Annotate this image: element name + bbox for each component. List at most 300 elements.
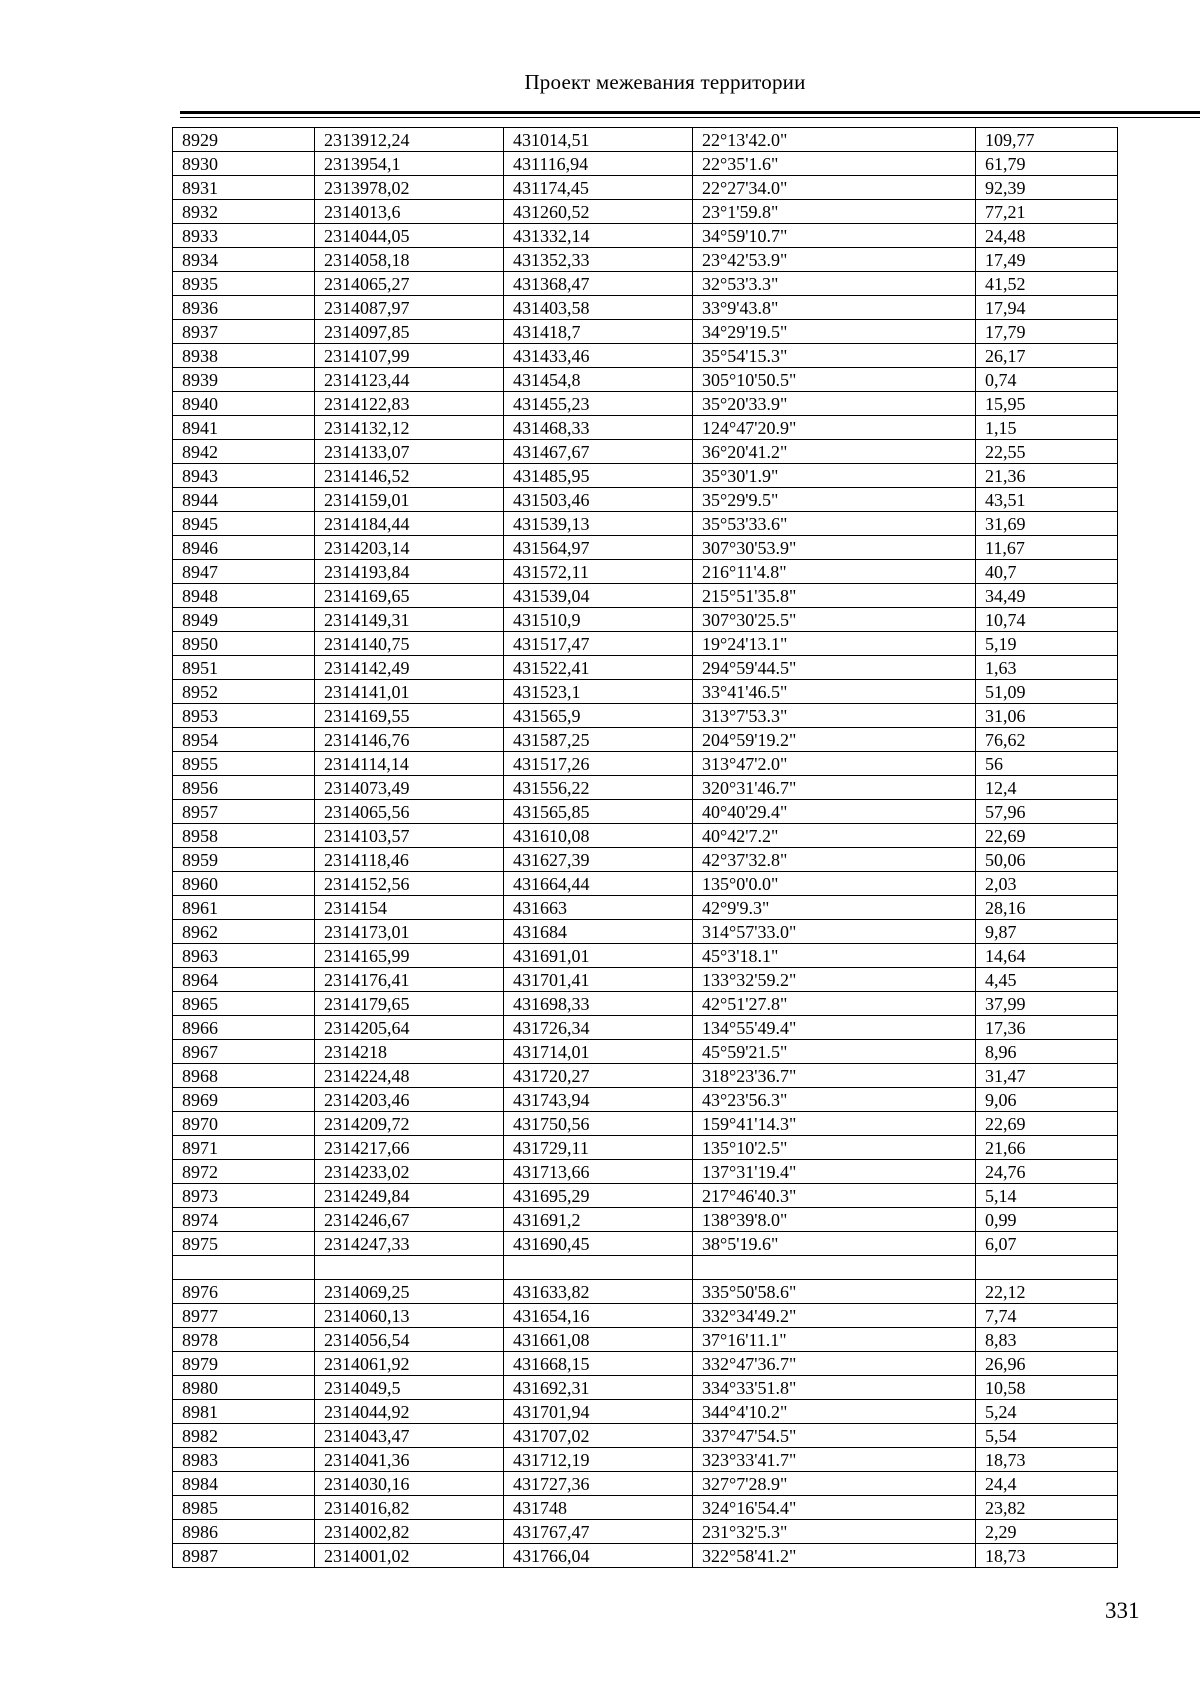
bearing-cell: 22°13'42.0"	[693, 128, 976, 152]
distance-cell: 34,49	[976, 584, 1118, 608]
point-number-cell: 8960	[173, 872, 315, 896]
distance-cell: 14,64	[976, 944, 1118, 968]
distance-cell: 61,79	[976, 152, 1118, 176]
point-number-cell: 8930	[173, 152, 315, 176]
y-coordinate-cell: 431691,2	[504, 1208, 693, 1232]
table-row	[173, 824, 1118, 848]
bearing-cell: 344°4'10.2"	[693, 1400, 976, 1424]
y-coordinate-cell: 431174,45	[504, 176, 693, 200]
x-coordinate-cell: 2314152,56	[315, 872, 504, 896]
table-row	[173, 248, 1118, 272]
bearing-cell: 40°40'29.4"	[693, 800, 976, 824]
x-coordinate-cell: 2314176,41	[315, 968, 504, 992]
y-coordinate-cell: 431368,47	[504, 272, 693, 296]
y-coordinate-cell: 431766,04	[504, 1544, 693, 1568]
distance-cell: 18,73	[976, 1544, 1118, 1568]
table-row	[173, 1184, 1118, 1208]
bearing-cell: 305°10'50.5"	[693, 368, 976, 392]
y-coordinate-cell: 431510,9	[504, 608, 693, 632]
y-coordinate-cell: 431743,94	[504, 1088, 693, 1112]
distance-cell: 22,69	[976, 1112, 1118, 1136]
distance-cell: 0,99	[976, 1208, 1118, 1232]
point-number-cell: 8944	[173, 488, 315, 512]
point-number-cell: 8950	[173, 632, 315, 656]
bearing-cell: 42°9'9.3"	[693, 896, 976, 920]
y-coordinate-cell: 431352,33	[504, 248, 693, 272]
table-row	[173, 536, 1118, 560]
distance-cell: 26,96	[976, 1352, 1118, 1376]
x-coordinate-cell: 2314149,31	[315, 608, 504, 632]
bearing-cell: 42°51'27.8"	[693, 992, 976, 1016]
point-number-cell: 8976	[173, 1280, 315, 1304]
y-coordinate-cell: 431565,85	[504, 800, 693, 824]
x-coordinate-cell: 2314159,01	[315, 488, 504, 512]
distance-cell: 5,24	[976, 1400, 1118, 1424]
point-number-cell: 8975	[173, 1232, 315, 1256]
y-coordinate-cell: 431014,51	[504, 128, 693, 152]
distance-cell: 17,79	[976, 320, 1118, 344]
y-coordinate-cell: 431726,34	[504, 1016, 693, 1040]
x-coordinate-cell: 2314184,44	[315, 512, 504, 536]
bearing-cell: 204°59'19.2"	[693, 728, 976, 752]
point-number-cell: 8987	[173, 1544, 315, 1568]
bearing-cell: 33°41'46.5"	[693, 680, 976, 704]
table-row	[173, 656, 1118, 680]
distance-cell: 12,4	[976, 776, 1118, 800]
x-coordinate-cell: 2314041,36	[315, 1448, 504, 1472]
x-coordinate-cell: 2314073,49	[315, 776, 504, 800]
x-coordinate-cell: 2314056,54	[315, 1328, 504, 1352]
y-coordinate-cell: 431556,22	[504, 776, 693, 800]
point-number-cell: 8977	[173, 1304, 315, 1328]
x-coordinate-cell: 2313954,1	[315, 152, 504, 176]
bearing-cell: 231°32'5.3"	[693, 1520, 976, 1544]
point-number-cell: 8954	[173, 728, 315, 752]
bearing-cell: 35°54'15.3"	[693, 344, 976, 368]
distance-cell: 76,62	[976, 728, 1118, 752]
bearing-cell: 19°24'13.1"	[693, 632, 976, 656]
bearing-cell: 36°20'41.2"	[693, 440, 976, 464]
table-row	[173, 1136, 1118, 1160]
table-row	[173, 1376, 1118, 1400]
bearing-cell: 37°16'11.1"	[693, 1328, 976, 1352]
x-coordinate-cell: 2314103,57	[315, 824, 504, 848]
y-coordinate-cell: 431523,1	[504, 680, 693, 704]
bearing-cell: 34°29'19.5"	[693, 320, 976, 344]
y-coordinate-cell: 431695,29	[504, 1184, 693, 1208]
table-row	[173, 1112, 1118, 1136]
point-number-cell: 8961	[173, 896, 315, 920]
distance-cell: 17,49	[976, 248, 1118, 272]
y-coordinate-cell: 431707,02	[504, 1424, 693, 1448]
point-number-cell	[173, 1256, 315, 1280]
x-coordinate-cell: 2314179,65	[315, 992, 504, 1016]
x-coordinate-cell: 2314246,67	[315, 1208, 504, 1232]
y-coordinate-cell	[504, 1256, 693, 1280]
x-coordinate-cell: 2314173,01	[315, 920, 504, 944]
point-number-cell: 8983	[173, 1448, 315, 1472]
x-coordinate-cell: 2314233,02	[315, 1160, 504, 1184]
table-row	[173, 752, 1118, 776]
distance-cell: 11,67	[976, 536, 1118, 560]
header-rule-thin	[180, 117, 1200, 118]
x-coordinate-cell: 2314065,56	[315, 800, 504, 824]
point-number-cell: 8952	[173, 680, 315, 704]
x-coordinate-cell: 2314209,72	[315, 1112, 504, 1136]
bearing-cell: 134°55'49.4"	[693, 1016, 976, 1040]
y-coordinate-cell: 431564,97	[504, 536, 693, 560]
bearing-cell: 135°0'0.0"	[693, 872, 976, 896]
x-coordinate-cell: 2314169,55	[315, 704, 504, 728]
table-row	[173, 704, 1118, 728]
point-number-cell: 8940	[173, 392, 315, 416]
distance-cell: 24,4	[976, 1472, 1118, 1496]
bearing-cell: 324°16'54.4"	[693, 1496, 976, 1520]
distance-cell: 8,96	[976, 1040, 1118, 1064]
table-row	[173, 128, 1118, 152]
point-number-cell: 8934	[173, 248, 315, 272]
distance-cell: 21,36	[976, 464, 1118, 488]
x-coordinate-cell: 2314193,84	[315, 560, 504, 584]
bearing-cell: 23°42'53.9"	[693, 248, 976, 272]
distance-cell: 15,95	[976, 392, 1118, 416]
distance-cell: 26,17	[976, 344, 1118, 368]
x-coordinate-cell: 2314169,65	[315, 584, 504, 608]
x-coordinate-cell: 2314002,82	[315, 1520, 504, 1544]
bearing-cell: 217°46'40.3"	[693, 1184, 976, 1208]
y-coordinate-cell: 431701,94	[504, 1400, 693, 1424]
table-row	[173, 320, 1118, 344]
bearing-cell	[693, 1256, 976, 1280]
bearing-cell: 35°29'9.5"	[693, 488, 976, 512]
table-row	[173, 608, 1118, 632]
bearing-cell: 34°59'10.7"	[693, 224, 976, 248]
table-row	[173, 296, 1118, 320]
x-coordinate-cell: 2314001,02	[315, 1544, 504, 1568]
distance-cell: 50,06	[976, 848, 1118, 872]
distance-cell	[976, 1256, 1118, 1280]
distance-cell: 28,16	[976, 896, 1118, 920]
x-coordinate-cell: 2314146,76	[315, 728, 504, 752]
distance-cell: 5,54	[976, 1424, 1118, 1448]
table-row	[173, 344, 1118, 368]
x-coordinate-cell: 2314203,46	[315, 1088, 504, 1112]
point-number-cell: 8985	[173, 1496, 315, 1520]
point-number-cell: 8931	[173, 176, 315, 200]
point-number-cell: 8936	[173, 296, 315, 320]
point-number-cell: 8953	[173, 704, 315, 728]
bearing-cell: 43°23'56.3"	[693, 1088, 976, 1112]
x-coordinate-cell: 2314203,14	[315, 536, 504, 560]
bearing-cell: 32°53'3.3"	[693, 272, 976, 296]
bearing-cell: 334°33'51.8"	[693, 1376, 976, 1400]
y-coordinate-cell: 431116,94	[504, 152, 693, 176]
x-coordinate-cell: 2314118,46	[315, 848, 504, 872]
y-coordinate-cell: 431714,01	[504, 1040, 693, 1064]
table-row	[173, 272, 1118, 296]
table-row	[173, 920, 1118, 944]
y-coordinate-cell: 431403,58	[504, 296, 693, 320]
bearing-cell: 159°41'14.3"	[693, 1112, 976, 1136]
point-number-cell: 8969	[173, 1088, 315, 1112]
distance-cell: 31,06	[976, 704, 1118, 728]
bearing-cell: 332°47'36.7"	[693, 1352, 976, 1376]
y-coordinate-cell: 431698,33	[504, 992, 693, 1016]
x-coordinate-cell: 2314205,64	[315, 1016, 504, 1040]
table-row	[173, 1208, 1118, 1232]
point-number-cell: 8970	[173, 1112, 315, 1136]
x-coordinate-cell	[315, 1256, 504, 1280]
x-coordinate-cell: 2314044,92	[315, 1400, 504, 1424]
y-coordinate-cell: 431517,26	[504, 752, 693, 776]
table-row	[173, 176, 1118, 200]
table-row	[173, 1040, 1118, 1064]
y-coordinate-cell: 431713,66	[504, 1160, 693, 1184]
y-coordinate-cell: 431332,14	[504, 224, 693, 248]
y-coordinate-cell: 431418,7	[504, 320, 693, 344]
x-coordinate-cell: 2314061,92	[315, 1352, 504, 1376]
bearing-cell: 307°30'25.5"	[693, 608, 976, 632]
table-row	[173, 224, 1118, 248]
y-coordinate-cell: 431467,67	[504, 440, 693, 464]
bearing-cell: 45°59'21.5"	[693, 1040, 976, 1064]
table-row	[173, 896, 1118, 920]
bearing-cell: 38°5'19.6"	[693, 1232, 976, 1256]
point-number-cell: 8948	[173, 584, 315, 608]
table-row	[173, 1400, 1118, 1424]
x-coordinate-cell: 2314058,18	[315, 248, 504, 272]
point-number-cell: 8973	[173, 1184, 315, 1208]
bearing-cell: 23°1'59.8"	[693, 200, 976, 224]
x-coordinate-cell: 2314133,07	[315, 440, 504, 464]
point-number-cell: 8982	[173, 1424, 315, 1448]
bearing-cell: 337°47'54.5"	[693, 1424, 976, 1448]
bearing-cell: 35°30'1.9"	[693, 464, 976, 488]
distance-cell: 24,48	[976, 224, 1118, 248]
distance-cell: 10,74	[976, 608, 1118, 632]
table-row	[173, 1496, 1118, 1520]
point-number-cell: 8959	[173, 848, 315, 872]
x-coordinate-cell: 2314141,01	[315, 680, 504, 704]
table-row	[173, 944, 1118, 968]
point-number-cell: 8966	[173, 1016, 315, 1040]
y-coordinate-cell: 431684	[504, 920, 693, 944]
x-coordinate-cell: 2314013,6	[315, 200, 504, 224]
table-row	[173, 1328, 1118, 1352]
bearing-cell: 307°30'53.9"	[693, 536, 976, 560]
table-row	[173, 416, 1118, 440]
distance-cell: 1,15	[976, 416, 1118, 440]
point-number-cell: 8979	[173, 1352, 315, 1376]
bearing-cell: 45°3'18.1"	[693, 944, 976, 968]
y-coordinate-cell: 431729,11	[504, 1136, 693, 1160]
x-coordinate-cell: 2314122,83	[315, 392, 504, 416]
point-number-cell: 8941	[173, 416, 315, 440]
point-number-cell: 8964	[173, 968, 315, 992]
point-number-cell: 8949	[173, 608, 315, 632]
distance-cell: 41,52	[976, 272, 1118, 296]
x-coordinate-cell: 2313912,24	[315, 128, 504, 152]
x-coordinate-cell: 2314097,85	[315, 320, 504, 344]
point-number-cell: 8986	[173, 1520, 315, 1544]
y-coordinate-cell: 431572,11	[504, 560, 693, 584]
distance-cell: 8,83	[976, 1328, 1118, 1352]
bearing-cell: 216°11'4.8"	[693, 560, 976, 584]
bearing-cell: 35°20'33.9"	[693, 392, 976, 416]
distance-cell: 10,58	[976, 1376, 1118, 1400]
y-coordinate-cell: 431610,08	[504, 824, 693, 848]
y-coordinate-cell: 431260,52	[504, 200, 693, 224]
table-row	[173, 200, 1118, 224]
point-number-cell: 8962	[173, 920, 315, 944]
bearing-cell: 124°47'20.9"	[693, 416, 976, 440]
y-coordinate-cell: 431654,16	[504, 1304, 693, 1328]
point-number-cell: 8968	[173, 1064, 315, 1088]
bearing-cell: 33°9'43.8"	[693, 296, 976, 320]
table-row	[173, 872, 1118, 896]
distance-cell: 21,66	[976, 1136, 1118, 1160]
point-number-cell: 8947	[173, 560, 315, 584]
y-coordinate-cell: 431748	[504, 1496, 693, 1520]
y-coordinate-cell: 431720,27	[504, 1064, 693, 1088]
table-row	[173, 1232, 1118, 1256]
distance-cell: 51,09	[976, 680, 1118, 704]
table-row	[173, 968, 1118, 992]
bearing-cell: 40°42'7.2"	[693, 824, 976, 848]
distance-cell: 0,74	[976, 368, 1118, 392]
y-coordinate-cell: 431468,33	[504, 416, 693, 440]
table-row	[173, 464, 1118, 488]
x-coordinate-cell: 2314107,99	[315, 344, 504, 368]
bearing-cell: 322°58'41.2"	[693, 1544, 976, 1568]
x-coordinate-cell: 2314132,12	[315, 416, 504, 440]
point-number-cell: 8933	[173, 224, 315, 248]
y-coordinate-cell: 431692,31	[504, 1376, 693, 1400]
distance-cell: 23,82	[976, 1496, 1118, 1520]
table-row	[173, 392, 1118, 416]
bearing-cell: 313°47'2.0"	[693, 752, 976, 776]
y-coordinate-cell: 431517,47	[504, 632, 693, 656]
point-number-cell: 8958	[173, 824, 315, 848]
distance-cell: 2,03	[976, 872, 1118, 896]
point-number-cell: 8967	[173, 1040, 315, 1064]
coordinates-table-body	[173, 128, 1118, 1568]
point-number-cell: 8984	[173, 1472, 315, 1496]
bearing-cell: 323°33'41.7"	[693, 1448, 976, 1472]
distance-cell: 6,07	[976, 1232, 1118, 1256]
point-number-cell: 8981	[173, 1400, 315, 1424]
bearing-cell: 137°31'19.4"	[693, 1160, 976, 1184]
distance-cell: 9,87	[976, 920, 1118, 944]
bearing-cell: 22°35'1.6"	[693, 152, 976, 176]
bearing-cell: 335°50'58.6"	[693, 1280, 976, 1304]
point-number-cell: 8932	[173, 200, 315, 224]
distance-cell: 109,77	[976, 128, 1118, 152]
table-row	[173, 440, 1118, 464]
y-coordinate-cell: 431587,25	[504, 728, 693, 752]
distance-cell: 31,69	[976, 512, 1118, 536]
distance-cell: 17,36	[976, 1016, 1118, 1040]
x-coordinate-cell: 2314069,25	[315, 1280, 504, 1304]
point-number-cell: 8943	[173, 464, 315, 488]
table-row	[173, 368, 1118, 392]
distance-cell: 5,19	[976, 632, 1118, 656]
table-row	[173, 1088, 1118, 1112]
distance-cell: 57,96	[976, 800, 1118, 824]
distance-cell: 31,47	[976, 1064, 1118, 1088]
point-number-cell: 8929	[173, 128, 315, 152]
distance-cell: 22,69	[976, 824, 1118, 848]
table-row	[173, 1520, 1118, 1544]
y-coordinate-cell: 431691,01	[504, 944, 693, 968]
distance-cell: 40,7	[976, 560, 1118, 584]
distance-cell: 1,63	[976, 656, 1118, 680]
x-coordinate-cell: 2314154	[315, 896, 504, 920]
point-number-cell: 8938	[173, 344, 315, 368]
distance-cell: 24,76	[976, 1160, 1118, 1184]
y-coordinate-cell: 431663	[504, 896, 693, 920]
x-coordinate-cell: 2314146,52	[315, 464, 504, 488]
point-number-cell: 8980	[173, 1376, 315, 1400]
y-coordinate-cell: 431633,82	[504, 1280, 693, 1304]
y-coordinate-cell: 431727,36	[504, 1472, 693, 1496]
distance-cell: 77,21	[976, 200, 1118, 224]
coordinates-table	[172, 127, 1118, 1568]
x-coordinate-cell: 2314123,44	[315, 368, 504, 392]
bearing-cell: 320°31'46.7"	[693, 776, 976, 800]
bearing-cell: 327°7'28.9"	[693, 1472, 976, 1496]
x-coordinate-cell: 2314247,33	[315, 1232, 504, 1256]
y-coordinate-cell: 431503,46	[504, 488, 693, 512]
distance-cell: 18,73	[976, 1448, 1118, 1472]
distance-cell: 43,51	[976, 488, 1118, 512]
y-coordinate-cell: 431522,41	[504, 656, 693, 680]
table-row	[173, 512, 1118, 536]
point-number-cell: 8957	[173, 800, 315, 824]
bearing-cell: 332°34'49.2"	[693, 1304, 976, 1328]
x-coordinate-cell: 2314224,48	[315, 1064, 504, 1088]
point-number-cell: 8951	[173, 656, 315, 680]
point-number-cell: 8965	[173, 992, 315, 1016]
distance-cell: 22,55	[976, 440, 1118, 464]
x-coordinate-cell: 2314217,66	[315, 1136, 504, 1160]
table-row	[173, 1448, 1118, 1472]
x-coordinate-cell: 2313978,02	[315, 176, 504, 200]
table-row	[173, 1424, 1118, 1448]
table-row	[173, 1472, 1118, 1496]
table-row	[173, 1064, 1118, 1088]
y-coordinate-cell: 431664,44	[504, 872, 693, 896]
y-coordinate-cell: 431668,15	[504, 1352, 693, 1376]
point-number-cell: 8937	[173, 320, 315, 344]
point-number-cell: 8974	[173, 1208, 315, 1232]
distance-cell: 9,06	[976, 1088, 1118, 1112]
y-coordinate-cell: 431690,45	[504, 1232, 693, 1256]
point-number-cell: 8939	[173, 368, 315, 392]
table-row	[173, 800, 1118, 824]
bearing-cell: 215°51'35.8"	[693, 584, 976, 608]
y-coordinate-cell: 431455,23	[504, 392, 693, 416]
bearing-cell: 42°37'32.8"	[693, 848, 976, 872]
x-coordinate-cell: 2314218	[315, 1040, 504, 1064]
y-coordinate-cell: 431433,46	[504, 344, 693, 368]
page-header-title: Проект межевания территории	[524, 70, 806, 94]
x-coordinate-cell: 2314142,49	[315, 656, 504, 680]
table-row	[173, 1352, 1118, 1376]
distance-cell: 56	[976, 752, 1118, 776]
x-coordinate-cell: 2314060,13	[315, 1304, 504, 1328]
y-coordinate-cell: 431485,95	[504, 464, 693, 488]
